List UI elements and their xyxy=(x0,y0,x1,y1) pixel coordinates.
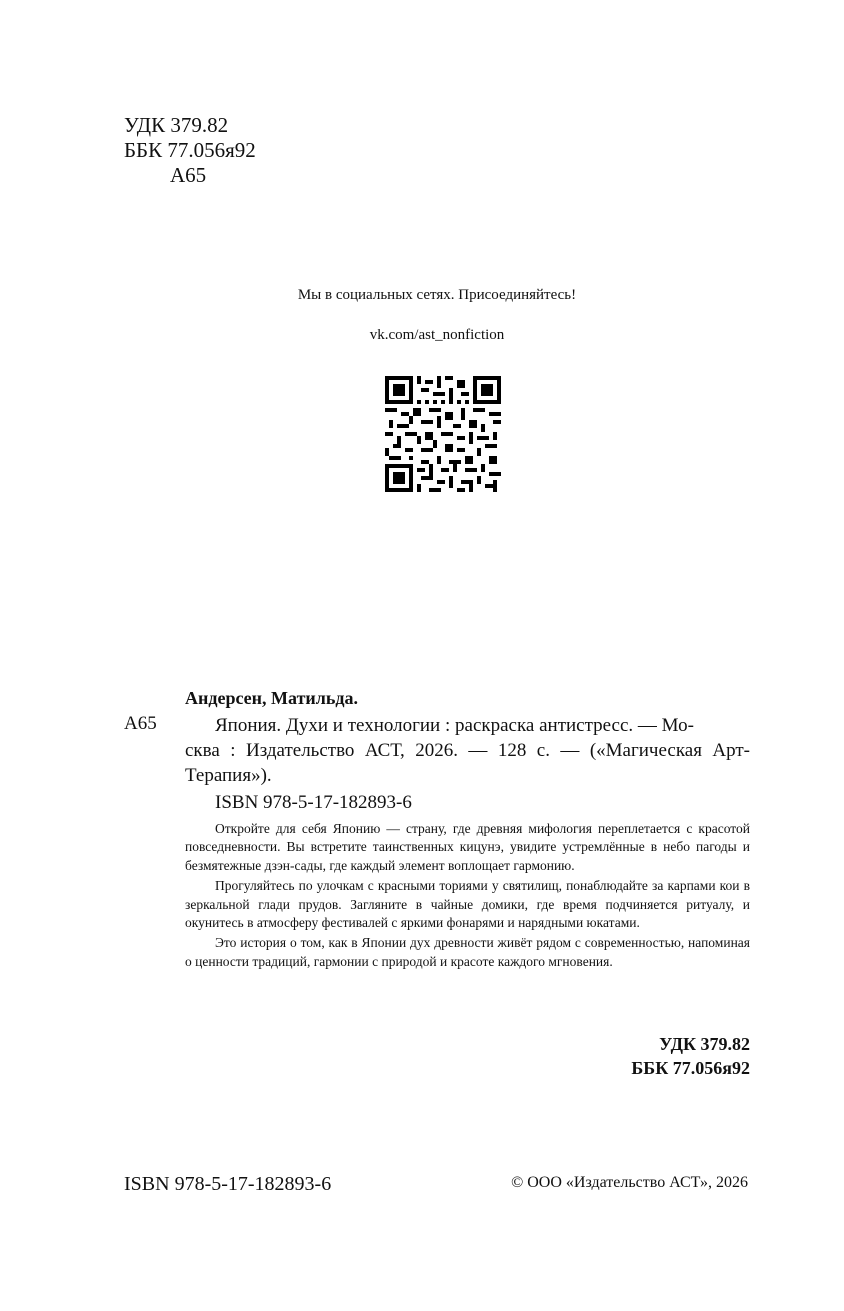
annotation xyxy=(185,820,750,973)
qr-code[interactable] xyxy=(385,376,501,492)
udk-code: УДК 379.82 xyxy=(124,113,229,137)
qr-finder-top-left xyxy=(385,376,413,404)
annotation-paragraph-3: Это история о том, как в Японии дух древности живёт рядом с современностью, напоминая о ценности традиций, гармонии с природой и красоте каждого мгновения. xyxy=(185,935,750,969)
qr-finder-bottom-left xyxy=(385,464,413,492)
social-heading: Мы в социальных сетях. Присоединяйтесь! xyxy=(297,287,577,303)
record-isbn: ISBN 978-5-17-182893-6 xyxy=(215,792,412,813)
qr-finder-top-right xyxy=(473,376,501,404)
copyright: © ООО «Издательство АСТ», 2026 xyxy=(511,1174,748,1191)
annotation-paragraph-1: Откройте для себя Японию — страну, где древняя мифология переплетается с красотой повседневности. Вы встретите таинственных кицунэ, увидите устремлённые в небо пагоды и безмятежные дзэн-сады, где каждый элемент воплощает гармонию. xyxy=(185,821,750,873)
classification-codes-bottom xyxy=(631,1032,750,1080)
bbk-code: ББК 77.056я92 xyxy=(124,138,256,162)
author-name: Андерсен, Матильда. xyxy=(185,688,359,708)
annotation-paragraph-2: Прогуляйтесь по улочкам с красными ториями у святилищ, понаблюдайте за карпами кои в зеркальной глади прудов. Загляните в чайные домики, где время подчиняется ритуалу, и окунитесь в атмосферу фестивалей с яркими фонарями и нарядными юкатами. xyxy=(185,878,750,931)
author-mark: А65 xyxy=(170,163,207,187)
classification-codes xyxy=(124,113,256,188)
title-record xyxy=(185,713,750,788)
social-link[interactable]: vk.com/ast_nonfiction xyxy=(369,327,505,343)
udk-code-bottom: УДК 379.82 xyxy=(659,1034,750,1054)
title-line: Япония. Духи и технологии : раскраска антистресс. — Мо- xyxy=(215,715,694,736)
record-author-mark: А65 xyxy=(124,713,157,734)
title-continuation: сква : Издательство АСТ, 2026. — 128 с. — («Магическая Арт-Терапия»). xyxy=(185,740,750,786)
footer-isbn: ISBN 978-5-17-182893-6 xyxy=(124,1173,332,1195)
bbk-code-bottom: ББК 77.056я92 xyxy=(631,1058,750,1078)
